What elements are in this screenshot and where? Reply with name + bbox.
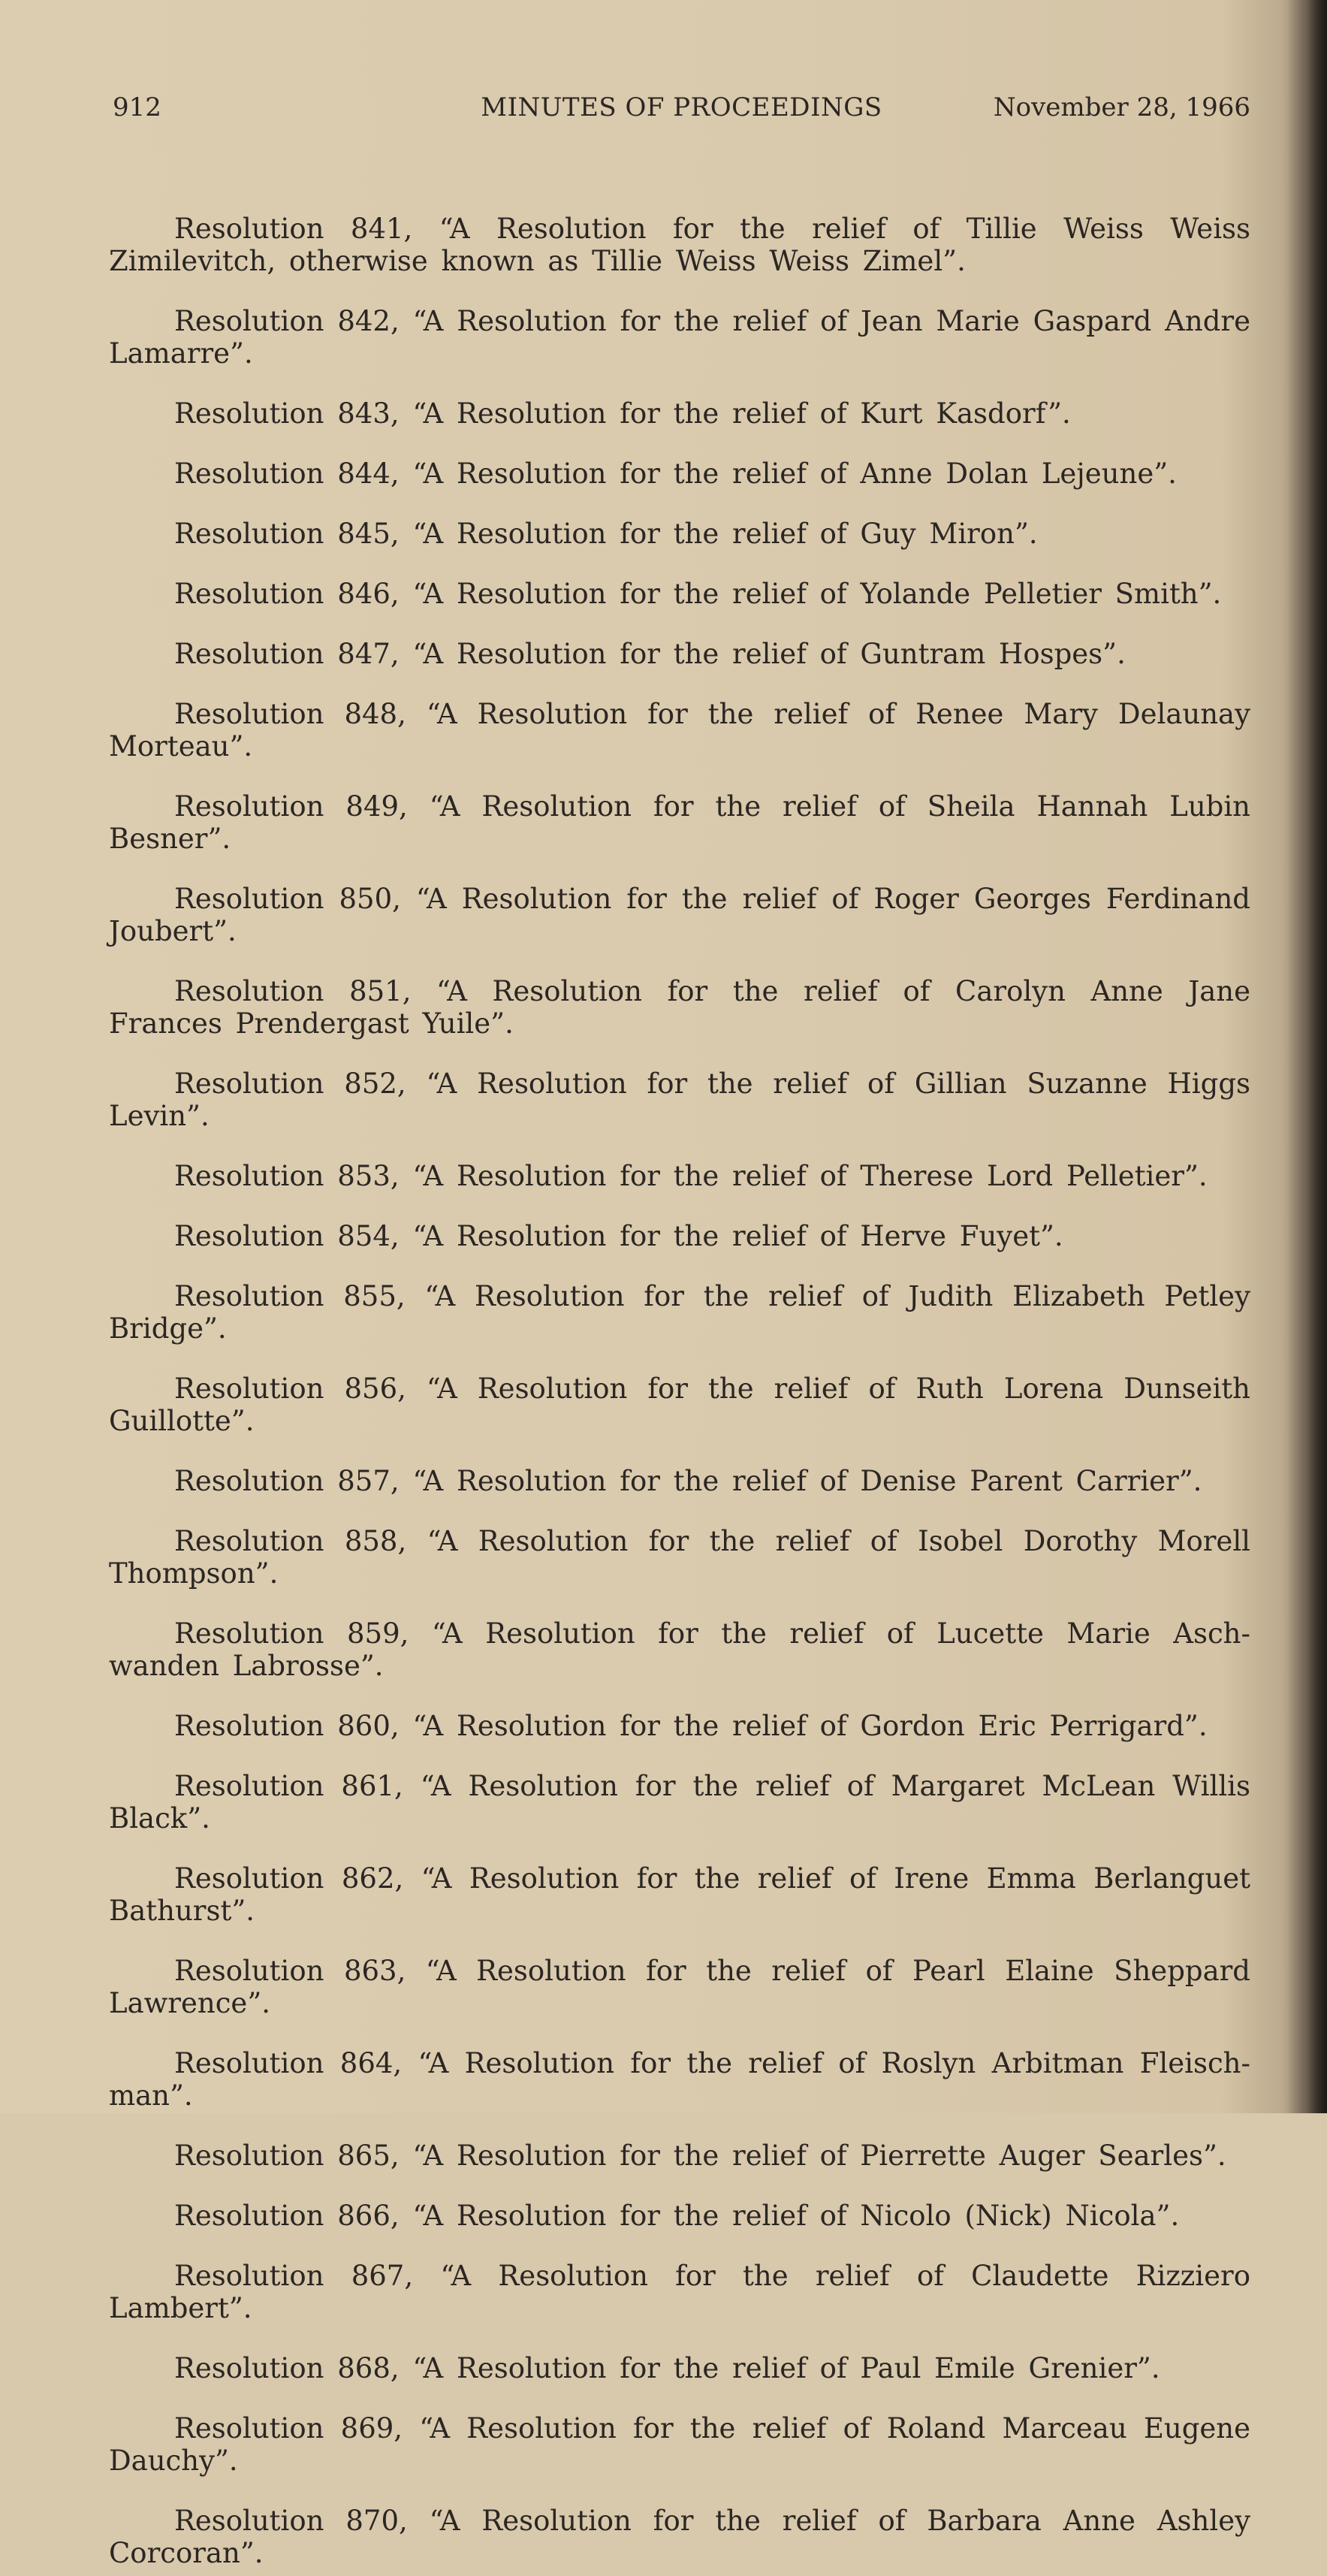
resolution-entry: Resolution 857, “A Resolution for the relief of Denise Parent Carrier”. (174, 1465, 1202, 1497)
resolution-entry: Resolution 866, “A Resolution for the relief of Nicolo (Nick) Nicola”. (174, 2200, 1180, 2232)
header-date: November 28, 1966 (993, 92, 1250, 122)
resolution-entry: Resolution 858, “A Resolution for the relief of Isobel Dorothy Morell Thompson”. (109, 1525, 1250, 1590)
resolution-entry: Resolution 854, “A Resolution for the relief of Herve Fuyet”. (174, 1220, 1063, 1252)
resolution-entry: Resolution 859, “A Resolution for the relief of Lucette Marie Asch-wanden Labrosse”. (109, 1617, 1250, 1682)
resolution-entry: Resolution 849, “A Resolution for the relief of Sheila Hannah Lubin Besner”. (109, 790, 1250, 855)
resolution-entry: Resolution 864, “A Resolution for the relief of Roslyn Arbitman Fleisch-man”. (109, 2047, 1250, 2112)
resolution-entry: Resolution 848, “A Resolution for the relief of Renee Mary Delaunay Morteau”. (109, 698, 1250, 763)
resolution-entry: Resolution 865, “A Resolution for the relief of Pierrette Auger Searles”. (174, 2140, 1226, 2172)
resolution-entry: Resolution 844, “A Resolution for the relief of Anne Dolan Lejeune”. (174, 458, 1177, 490)
resolution-entry: Resolution 855, “A Resolution for the relief of Judith Elizabeth Petley Bridge”. (109, 1280, 1250, 1345)
running-title: MINUTES OF PROCEEDINGS (481, 92, 882, 122)
resolution-entry: Resolution 863, “A Resolution for the relief of Pearl Elaine Sheppard Lawrence”. (109, 1955, 1250, 2019)
resolution-entry: Resolution 852, “A Resolution for the relief of Gillian Suzanne Higgs Levin”. (109, 1068, 1250, 1132)
resolution-entry: Resolution 846, “A Resolution for the relief of Yolande Pelletier Smith”. (174, 578, 1222, 610)
resolution-entry: Resolution 841, “A Resolution for the relief of Tillie Weiss Weiss Zimilevitch, otherwise known as Tillie Weiss Weiss Zimel”. (109, 213, 1250, 277)
resolution-entry: Resolution 861, “A Resolution for the relief of Margaret McLean Willis Black”. (109, 1770, 1250, 1835)
resolution-entry: Resolution 842, “A Resolution for the relief of Jean Marie Gaspard Andre Lamarre”. (109, 305, 1250, 370)
resolution-entry: Resolution 845, “A Resolution for the relief of Guy Miron”. (174, 518, 1038, 550)
resolution-entry: Resolution 870, “A Resolution for the relief of Barbara Anne Ashley Corcoran”. (109, 2505, 1250, 2569)
page-header (113, 89, 1250, 126)
resolution-entry: Resolution 856, “A Resolution for the relief of Ruth Lorena Dunseith Guillotte”. (109, 1373, 1250, 1437)
page-number: 912 (113, 92, 161, 122)
resolution-entry: Resolution 851, “A Resolution for the relief of Carolyn Anne Jane Frances Prendergast Yuile”. (109, 975, 1250, 1040)
resolution-entry: Resolution 860, “A Resolution for the relief of Gordon Eric Perrigard”. (174, 1710, 1208, 1742)
resolution-entry: Resolution 868, “A Resolution for the relief of Paul Emile Grenier”. (174, 2352, 1160, 2384)
resolution-entry: Resolution 862, “A Resolution for the relief of Irene Emma Berlanguet Bathurst”. (109, 1862, 1250, 1927)
resolution-entry: Resolution 853, “A Resolution for the relief of Therese Lord Pelletier”. (174, 1160, 1208, 1192)
resolution-list (109, 185, 1250, 2576)
resolution-entry: Resolution 850, “A Resolution for the relief of Roger Georges Ferdinand Joubert”. (109, 883, 1250, 947)
resolution-entry: Resolution 867, “A Resolution for the relief of Claudette Rizziero Lambert”. (109, 2260, 1250, 2324)
resolution-entry: Resolution 843, “A Resolution for the relief of Kurt Kasdorf”. (174, 397, 1071, 430)
resolution-entry: Resolution 869, “A Resolution for the relief of Roland Marceau Eugene Dauchy”. (109, 2412, 1250, 2477)
resolution-entry: Resolution 847, “A Resolution for the relief of Guntram Hospes”. (174, 638, 1126, 670)
